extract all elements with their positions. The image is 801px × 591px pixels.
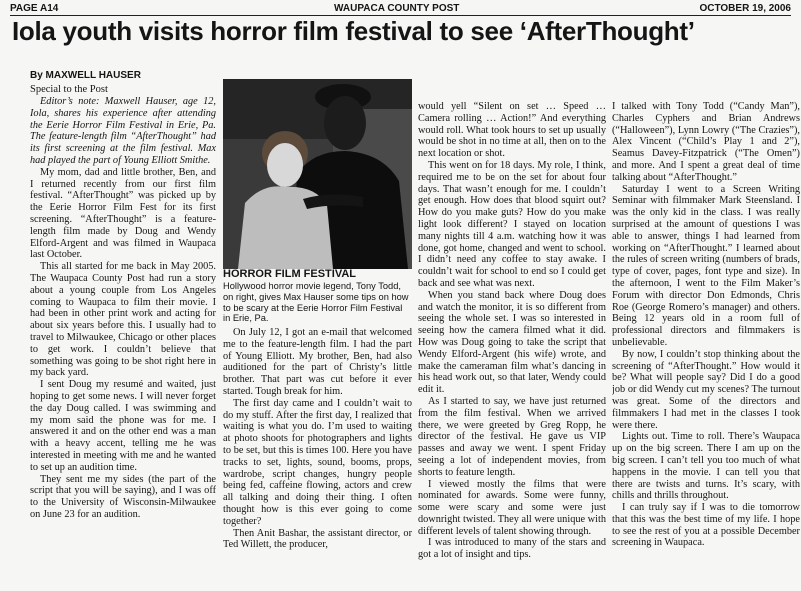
paragraph: Lights out. Time to roll. There’s Waupaca up on the big screen. There I am up on the big screen. I can’t tell you too much of what happens in the movie. I can tell you that there are twists and turns. It’s scary, with chills and thrills throughout. — [612, 431, 800, 502]
article-column-2 — [223, 327, 412, 591]
masthead — [10, 1, 791, 15]
editors-note: Editor’s note: Maxwell Hauser, age 12, Iola, shares his experience after attending the Eerie Horror Film Festival in Erie, Pa. The feature-length film “AfterThought” had its first screening at the film festival. Max had played the part of Young Elliott Smithe. — [30, 96, 216, 166]
article-column-1 — [30, 96, 216, 591]
paragraph: My mom, dad and little brother, Ben, and I returned recently from our first film festival. “AfterThought” was picked up by the Eerie Horror Film Fest for its first screening. “AfterThought” is a feature-length film made by Doug and Wendy Elford-Argent and was filmed in Waupaca last October. — [30, 166, 216, 261]
byline-note: Special to the Post — [30, 84, 108, 95]
paragraph: They sent me my sides (the part of the script that you will be saying), and I was off to the University of Wisconsin-Milwaukee on June 23 for an audition. — [30, 473, 216, 520]
paragraph: By now, I couldn’t stop thinking about the screening of “AfterThought.” How would it be? What will people say? Did I do a good job or did Wendy cut my scenes? The turnout was great. Some of the directors and filmmakers I had met in the classes I took were there. — [612, 348, 800, 431]
paragraph: I viewed mostly the films that were nominated for awards. Some were funny, some were scary and some were just downright twisted. They all were unique with different levels of talent showing through. — [418, 478, 606, 537]
byline: By MAXWELL HAUSER — [30, 70, 141, 81]
paragraph: I can truly say if I was to die tomorrow that this was the best time of my life. I hope to see the rest of you at a possible December screening in Waupaca. — [612, 502, 800, 549]
paragraph: I talked with Tony Todd (“Candy Man”), Charles Cyphers and Brian Andrews (“Halloween”), Lynn Lowry (“The Crazies”), Alex Vincent (“Child’s Play 1 and 2”), Seamus Davey-Fitzpatrick (“The Omen”) and more. And I spent a great deal of time talking about “AfterThought.” — [612, 101, 800, 183]
page-number: PAGE A14 — [10, 3, 59, 14]
article-column-3 — [418, 101, 606, 591]
photo-caption: Hollywood horror movie legend, Tony Todd, on right, gives Max Hauser some tips on how to be scary at the Eerie Horror Film Festival in Erie, Pa. — [223, 281, 409, 324]
paragraph: Saturday I went to a Screen Writing Seminar with filmmaker Mark Steensland. I was the only kid in the class. I was really surprised at the amount of questions I was able to answer, things I had learned from working on “AfterThought.” I learned about the rules of screen writing (numbers of brads, type of cover, pages, font type and size). In the afternoon, I went to the Film Maker’s Forum with director Don Edmonds, Chris Roe (George Romero’s manager) and others. Being 12 years old in a room full of professional directors and filmmakers is unbelievable. — [612, 183, 800, 348]
photo-illustration — [223, 79, 412, 269]
paragraph: would yell “Silent on set … Speed … Camera rolling … Action!” And everything would roll. What took hours to set up usually would be shot in no time at all, then on to the next location or shot. — [418, 101, 606, 160]
paragraph: I was introduced to many of the stars and got a lot of insight and tips. — [418, 537, 606, 561]
article-column-4 — [612, 101, 800, 591]
headline: Iola youth visits horror film festival to see ‘AfterThought’ — [12, 16, 695, 46]
paragraph: As I started to say, we have just returned from the film festival. When we arrived there, we were greeted by Greg Ropp, he director of the festival. He gave us VIP passes and away we went. I spent Friday seeing a lot of independent movies, from shorts to feature length. — [418, 395, 606, 478]
paragraph: The first day came and I couldn’t wait to do my stuff. After the first day, I realized that waiting is what you do. I’m used to waiting at photo shoots for photographers and lights to be set, but this is times 100. Here you have tracks to set, lights, sound, booms, props, wardrobe, script changes, hungry people being fed, caffeine flowing, actors and crew all talking and doing their thing. I often thought how is this ever going to come together? — [223, 397, 412, 527]
paragraph: On July 12, I got an e-mail that welcomed me to the feature-length film. I had the part of Young Elliott. My brother, Ben, had also auditioned for the part of Christy’s little brother. That part was cut before it ever started. Tough break for him. — [223, 327, 412, 397]
issue-date: OCTOBER 19, 2006 — [699, 3, 791, 14]
festival-photo — [223, 79, 412, 269]
paragraph: I sent Doug my resumé and waited, just hoping to get some news. I will never forget the day Doug called. I was swimming and my mom said the phone was for me. I answered it and on the other end was a man with a heavy accent, telling me he was interested in meeting with me and he wanted to set up an audition time. — [30, 379, 216, 473]
paragraph: This went on for 18 days. My role, I think, required me to be on the set for about four days. That wasn’t enough for me. I couldn’t get enough. How does that blood squirt out? How do you make guts? How do you make light look different? I stayed on location many nights till 4 a.m. watching how it was done, got home, changed and went to school. I didn’t need any coffee to stay awake. I couldn’t wait for school to end so I could get back and see what was next. — [418, 159, 606, 289]
photo-caption-title: HORROR FILM FESTIVAL — [223, 268, 357, 280]
paragraph: When you stand back where Doug does and watch the monitor, it is so different from seeing the whole set. I was so interested in seeing how the camera filmed what it did. How was Doug going to take the script that Wendy Elford-Argent (his wife) wrote, and make the cameraman film what’s dancing in his head work out, so that later, Wendy could edit it. — [418, 289, 606, 396]
paragraph: Then Anit Bashar, the assistant director, or Ted Willett, the producer, — [223, 527, 412, 551]
paragraph: This all started for me back in May 2005. The Waupaca County Post had run a story about a young couple from Los Angeles coming to Waupaca to film their movie. I had been in other print work and acting for about six years before this. I usually had to travel to Milwaukee, Chicago or other places to get work. I couldn’t believe that something was going to be shot right here in my back yard. — [30, 261, 216, 379]
publication-name: WAUPACA COUNTY POST — [334, 3, 460, 14]
